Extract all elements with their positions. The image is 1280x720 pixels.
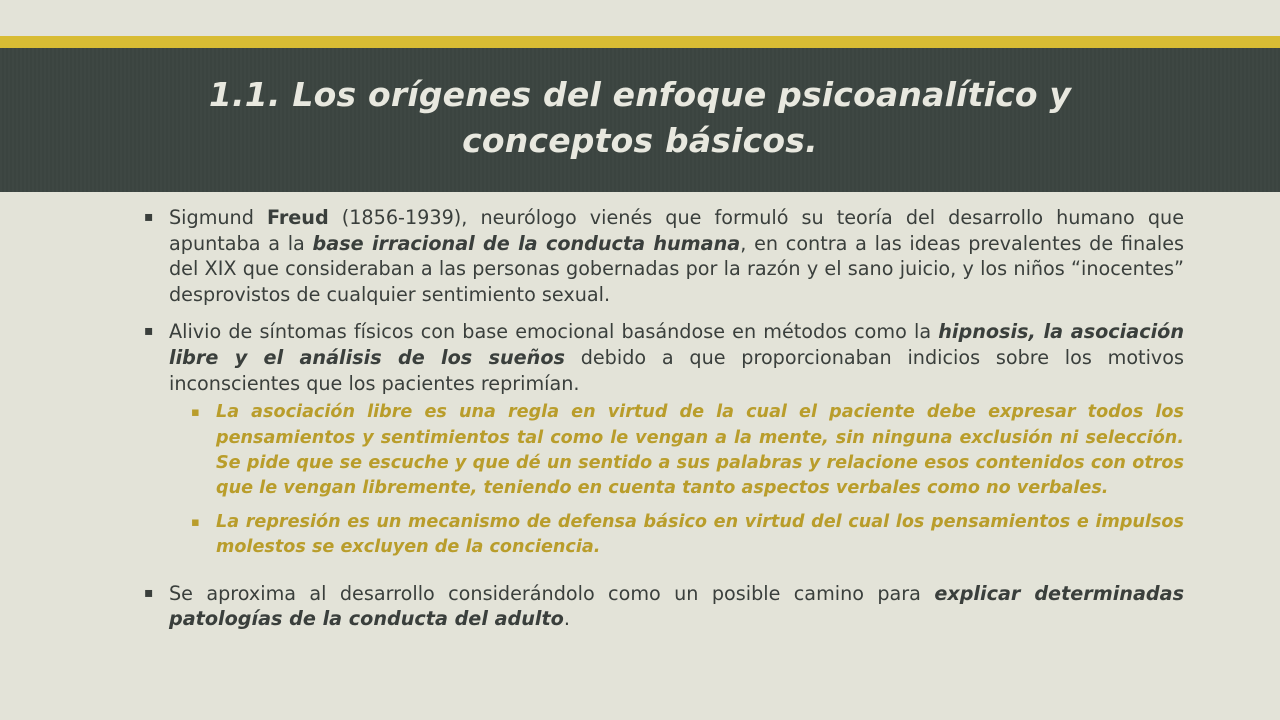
bullet-text: , en contra a las ideas prevalentes de finales del XIX que consideraban a las personas gobernadas por la razón y el sano juicio, y los niños “inocentes” desprovistos de cualquier sentimiento sexual. xyxy=(169,231,1185,306)
slide-body xyxy=(144,205,1184,642)
bullet-text: Alivio de síntomas físicos con base emocional basándose en métodos como la xyxy=(169,320,939,344)
bullet-emphasis-text: base irracional de la conducta humana xyxy=(312,231,741,255)
slide-title: 1.1. Los orígenes del enfoque psicoanalítico y conceptos básicos. xyxy=(208,75,1072,160)
bullet-emphasis-text: hipnosis, la asociación libre y el análisis de los sueños xyxy=(169,320,1184,369)
bullet-text: (1856-1939), neurólogo vienés que formuló su teoría del desarrollo humano que apuntaba a la xyxy=(169,206,1184,255)
square-bullet-icon: ▪ xyxy=(144,323,154,340)
square-bullet-icon: ▪ xyxy=(144,584,154,601)
bullet-text: Se aproxima al desarrollo considerándolo como un posible camino para xyxy=(169,581,935,605)
bullet-text: Sigmund xyxy=(169,206,267,229)
square-bullet-icon: ▪ xyxy=(191,405,200,421)
bullet-alivio xyxy=(144,319,1184,396)
bullet-emphasis-text: explicar determinadas patologías de la conducta del adulto xyxy=(169,581,1185,631)
top-margin xyxy=(0,0,1280,36)
bullet-bold-text: Freud xyxy=(266,206,329,229)
square-bullet-icon: ▪ xyxy=(144,209,154,225)
sub-bullet-asociacion-libre xyxy=(191,400,1184,502)
sub-bullet-text: La represión es un mecanismo de defensa básico en virtud del cual los pensamientos e impulsos molestos se excluyen de la conciencia. xyxy=(216,511,1184,558)
accent-bar xyxy=(0,36,1280,48)
bullet-freud xyxy=(144,205,1184,307)
bullet-text: . xyxy=(563,607,570,631)
bullet-desarrollo xyxy=(144,581,1184,632)
sub-bullet-text: La asociación libre es una regla en virtud de la cual el paciente debe expresar todos los pensamientos y sentimientos tal como le vengan a la mente, sin ninguna exclusión ni selección. Se pide que se escuche y que dé un sentido a sus palabras y relacione esos contenidos con otros que le vengan libremente, teniendo en cuenta tanto aspectos verbales como no verbales. xyxy=(216,402,1184,499)
bullet-text: debido a que proporcionaban indicios sobre los motivos inconscientes que los pacientes reprimían. xyxy=(169,345,1184,395)
sub-bullet-represion xyxy=(191,510,1184,561)
square-bullet-icon: ▪ xyxy=(191,514,200,530)
